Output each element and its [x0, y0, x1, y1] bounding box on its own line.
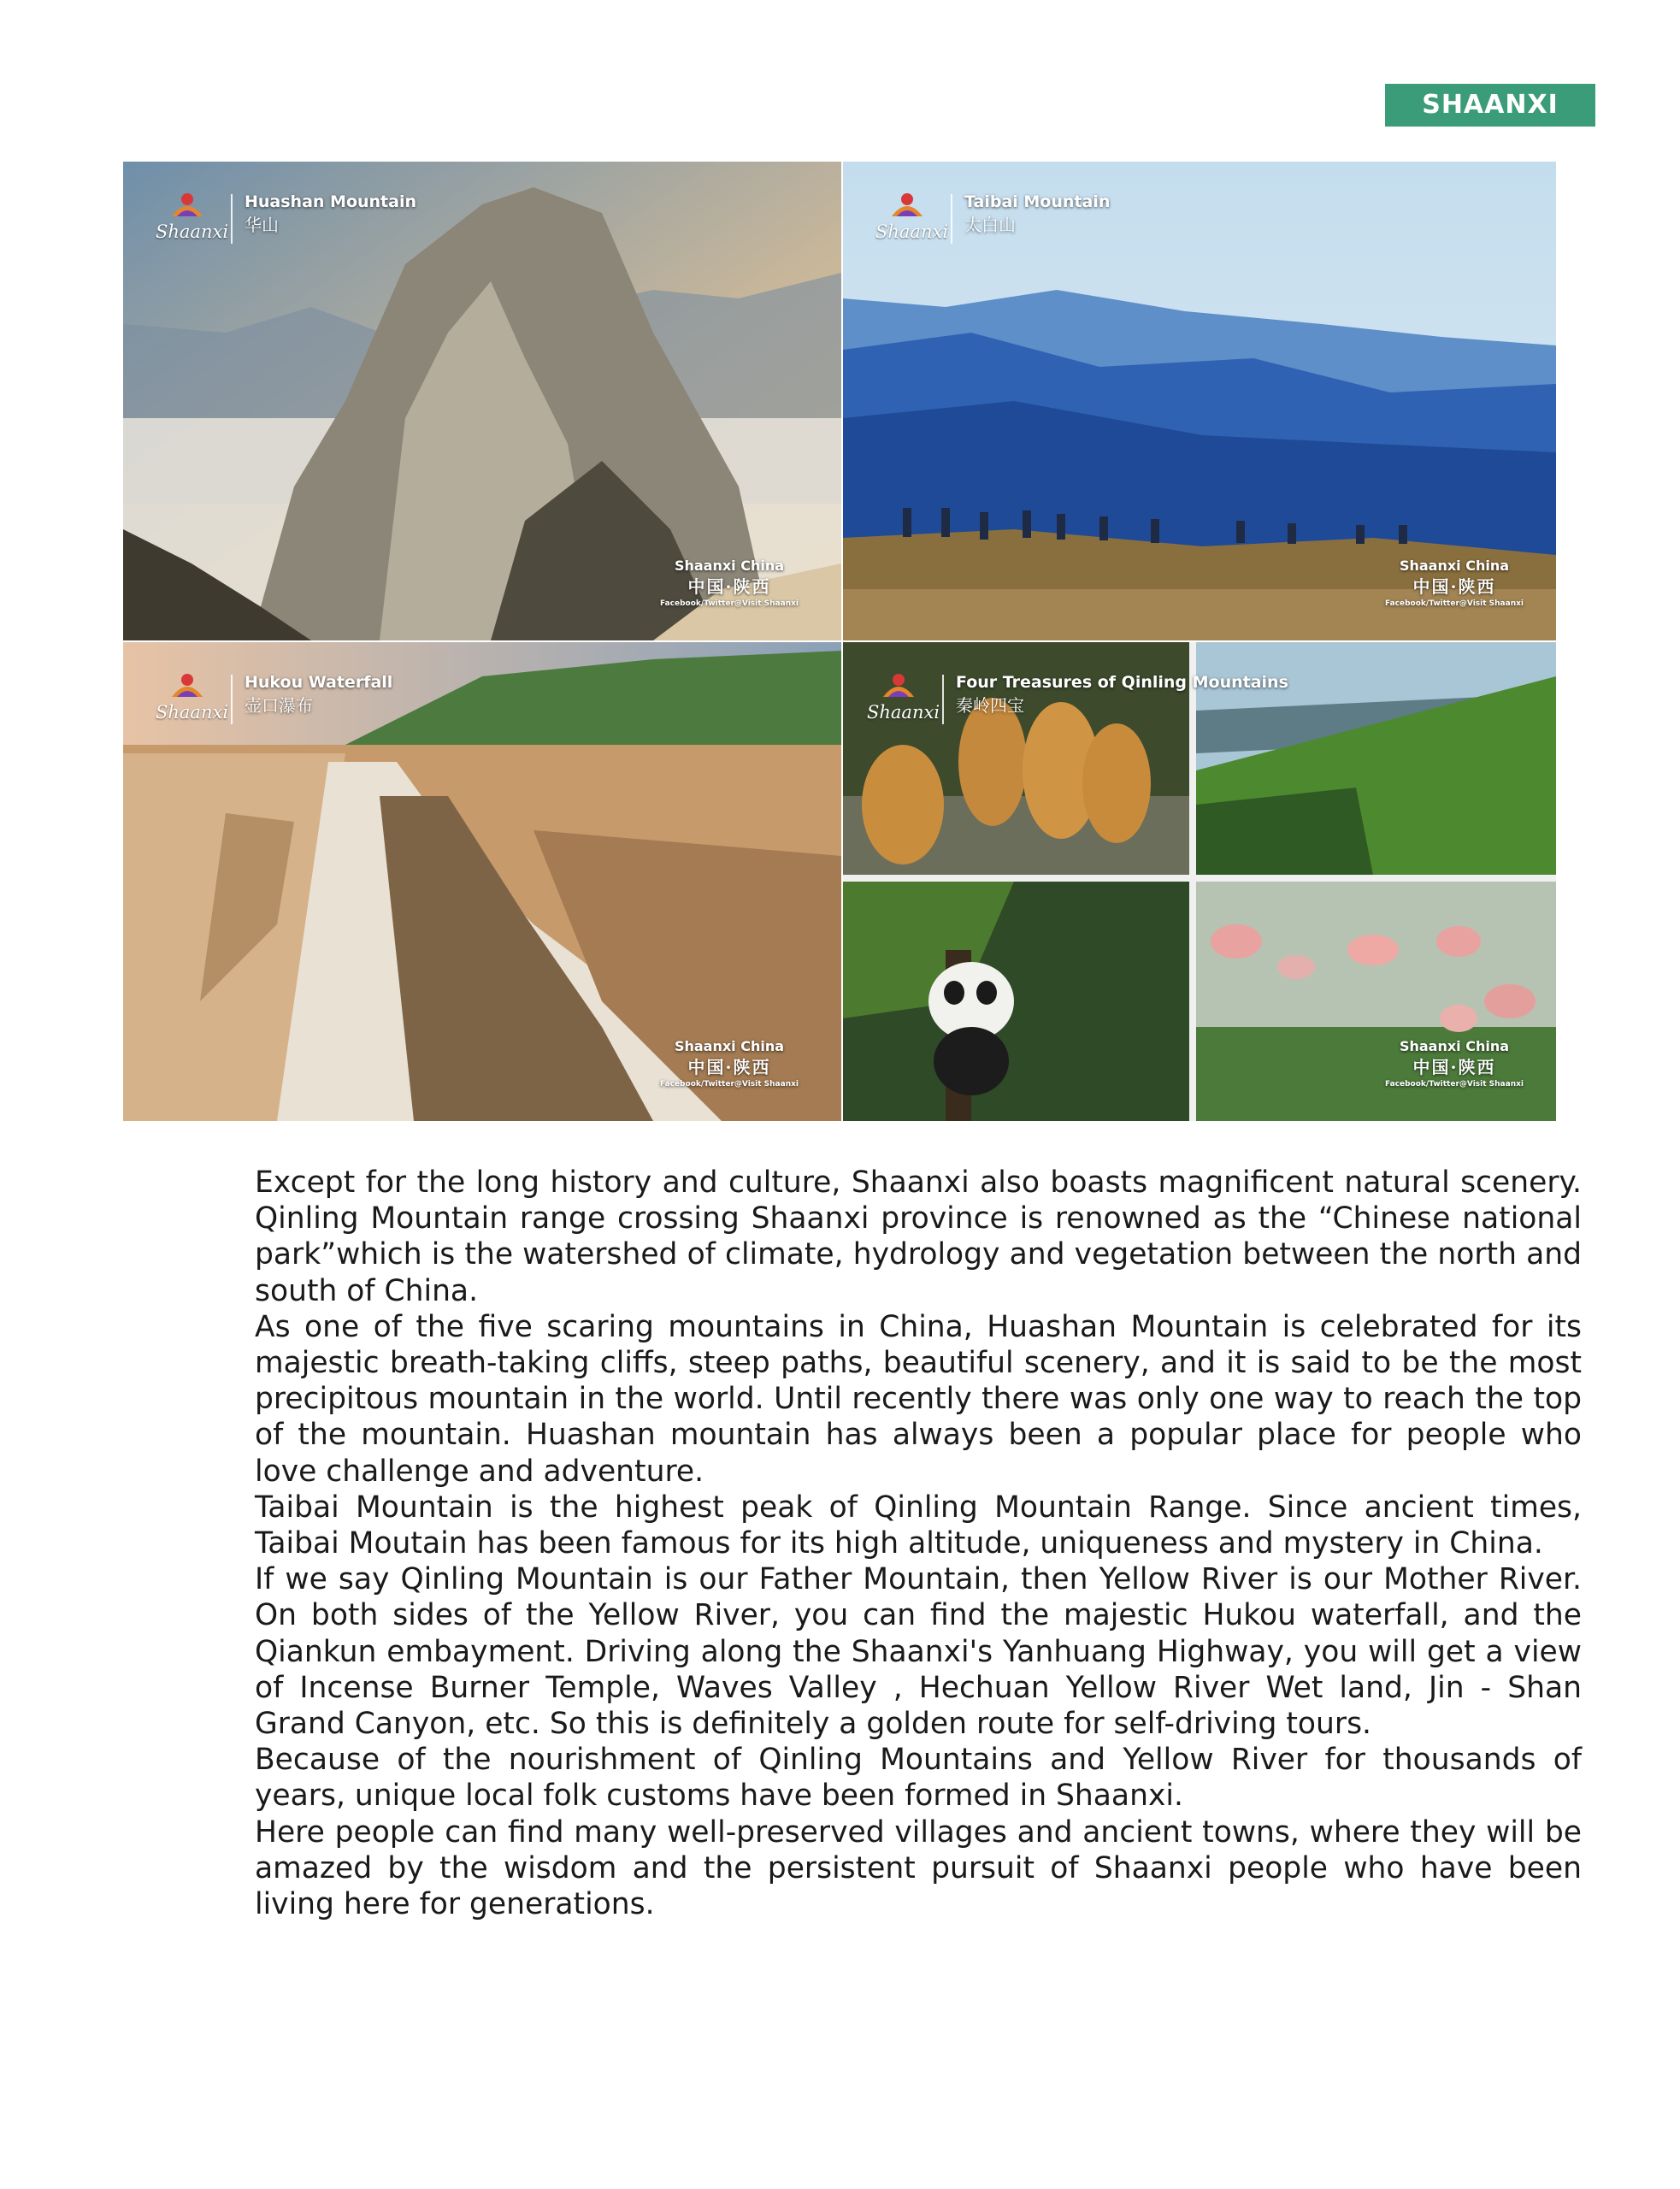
four-treasures-brand	[867, 671, 1288, 731]
four-treasures-photo	[843, 642, 1556, 1121]
divider	[231, 194, 233, 244]
logo-text: Shaanxi	[875, 221, 949, 242]
caption-chinese: 壶口瀑布	[245, 695, 313, 716]
paragraph: As one of the five scaring mountains in China, Huashan Mountain is celebrated for its majestic breath-taking cliffs, steep paths, beautiful scenery, and it is said to be the most precipitous mountain in the world. Until recently there was only one way to reach the top of the mountain. Huashan mountain has always been a popular place for people who love challenge and adventure.	[255, 1309, 1582, 1489]
watermark-line1: Shaanxi China	[1399, 558, 1510, 574]
hukou-photo	[123, 642, 841, 1121]
caption-english: Huashan Mountain	[245, 192, 417, 211]
article-body	[255, 1165, 1582, 1922]
shaanxi-logo	[875, 191, 949, 251]
watermark-line3: Facebook/Twitter@Visit Shaanxi	[1384, 1080, 1524, 1089]
hukou-caption	[245, 671, 392, 717]
watermark-line3: Facebook/Twitter@Visit Shaanxi	[659, 599, 799, 608]
paragraph: Except for the long history and culture, Shaanxi also boasts magnificent natural scenery. Qinling Mountain range crossing Shaanxi province is renowned as the “Chinese national park”which is the watershed of climate, hydrology and vegetation between the north and south of China.	[255, 1165, 1582, 1308]
shaanxi-logo	[867, 671, 940, 731]
taibai-photo	[843, 162, 1556, 640]
hukou-watermark	[657, 1037, 802, 1090]
taibai-caption	[964, 191, 1110, 237]
paragraph: Because of the nourishment of Qinling Mountains and Yellow River for thousands of years, unique local folk customs have been formed in Shaanxi.	[255, 1743, 1582, 1814]
watermark-line2: 中国·陕西	[687, 1057, 771, 1077]
watermark-line2: 中国·陕西	[1412, 576, 1496, 597]
logo-text: Shaanxi	[156, 702, 229, 723]
hukou-brand	[156, 671, 392, 731]
shaanxi-logo	[156, 191, 229, 251]
shaanxi-logo-icon	[168, 671, 206, 702]
taibai-watermark	[1382, 557, 1527, 610]
shaanxi-logo-icon	[168, 191, 206, 221]
shaanxi-logo-icon	[880, 671, 917, 702]
paragraph: Taibai Mountain is the highest peak of Qinling Mountain Range. Since ancient times, Taibai Moutain has been famous for its high altitude, uniqueness and mystery in China.	[255, 1490, 1582, 1561]
paragraph: Here people can find many well-preserved villages and ancient towns, where they will be amazed by the wisdom and the persistent pursuit of Shaanxi people who have been living here for generations.	[255, 1814, 1582, 1922]
paragraph: If we say Qinling Mountain is our Father Mountain, then Yellow River is our Mother River. On both sides of the Yellow River, you can find the majestic Hukou waterfall, and the Qiankun embayment. Driving along the Shaanxi's Yanhuang Highway, you will get a view of Incense Burner Temple, Waves Valley , Hechuan Yellow River Wet land, Jin - Shan Grand Canyon, etc. So this is definitely a golden route for self-driving tours.	[255, 1562, 1582, 1742]
taibai-brand	[875, 191, 1110, 251]
four-treasures-caption	[956, 671, 1288, 717]
logo-text: Shaanxi	[156, 221, 229, 242]
huashan-photo	[123, 162, 841, 640]
divider	[231, 675, 233, 724]
caption-chinese: 秦岭四宝	[956, 695, 1024, 716]
divider	[951, 194, 952, 244]
photo-collage	[123, 162, 1556, 1121]
divider	[942, 675, 944, 724]
shaanxi-logo	[156, 671, 229, 731]
four-treasures-watermark	[1382, 1037, 1527, 1090]
watermark-line3: Facebook/Twitter@Visit Shaanxi	[659, 1080, 799, 1089]
caption-chinese: 华山	[245, 215, 279, 235]
watermark-line1: Shaanxi China	[1399, 1038, 1510, 1054]
watermark-line2: 中国·陕西	[1412, 1057, 1496, 1077]
caption-english: Hukou Waterfall	[245, 673, 393, 692]
huashan-caption	[245, 191, 416, 237]
watermark-line1: Shaanxi China	[674, 1038, 785, 1054]
watermark-line2: 中国·陕西	[687, 576, 771, 597]
logo-text: Shaanxi	[867, 702, 940, 723]
huashan-brand	[156, 191, 416, 251]
shaanxi-logo-icon	[888, 191, 926, 221]
caption-english: Four Treasures of Qinling Mountains	[956, 673, 1288, 692]
watermark-line3: Facebook/Twitter@Visit Shaanxi	[1384, 599, 1524, 608]
watermark-line1: Shaanxi China	[674, 558, 785, 574]
caption-chinese: 太白山	[964, 215, 1016, 235]
region-tag: SHAANXI	[1385, 84, 1595, 127]
caption-english: Taibai Mountain	[964, 192, 1111, 211]
huashan-watermark	[657, 557, 802, 610]
